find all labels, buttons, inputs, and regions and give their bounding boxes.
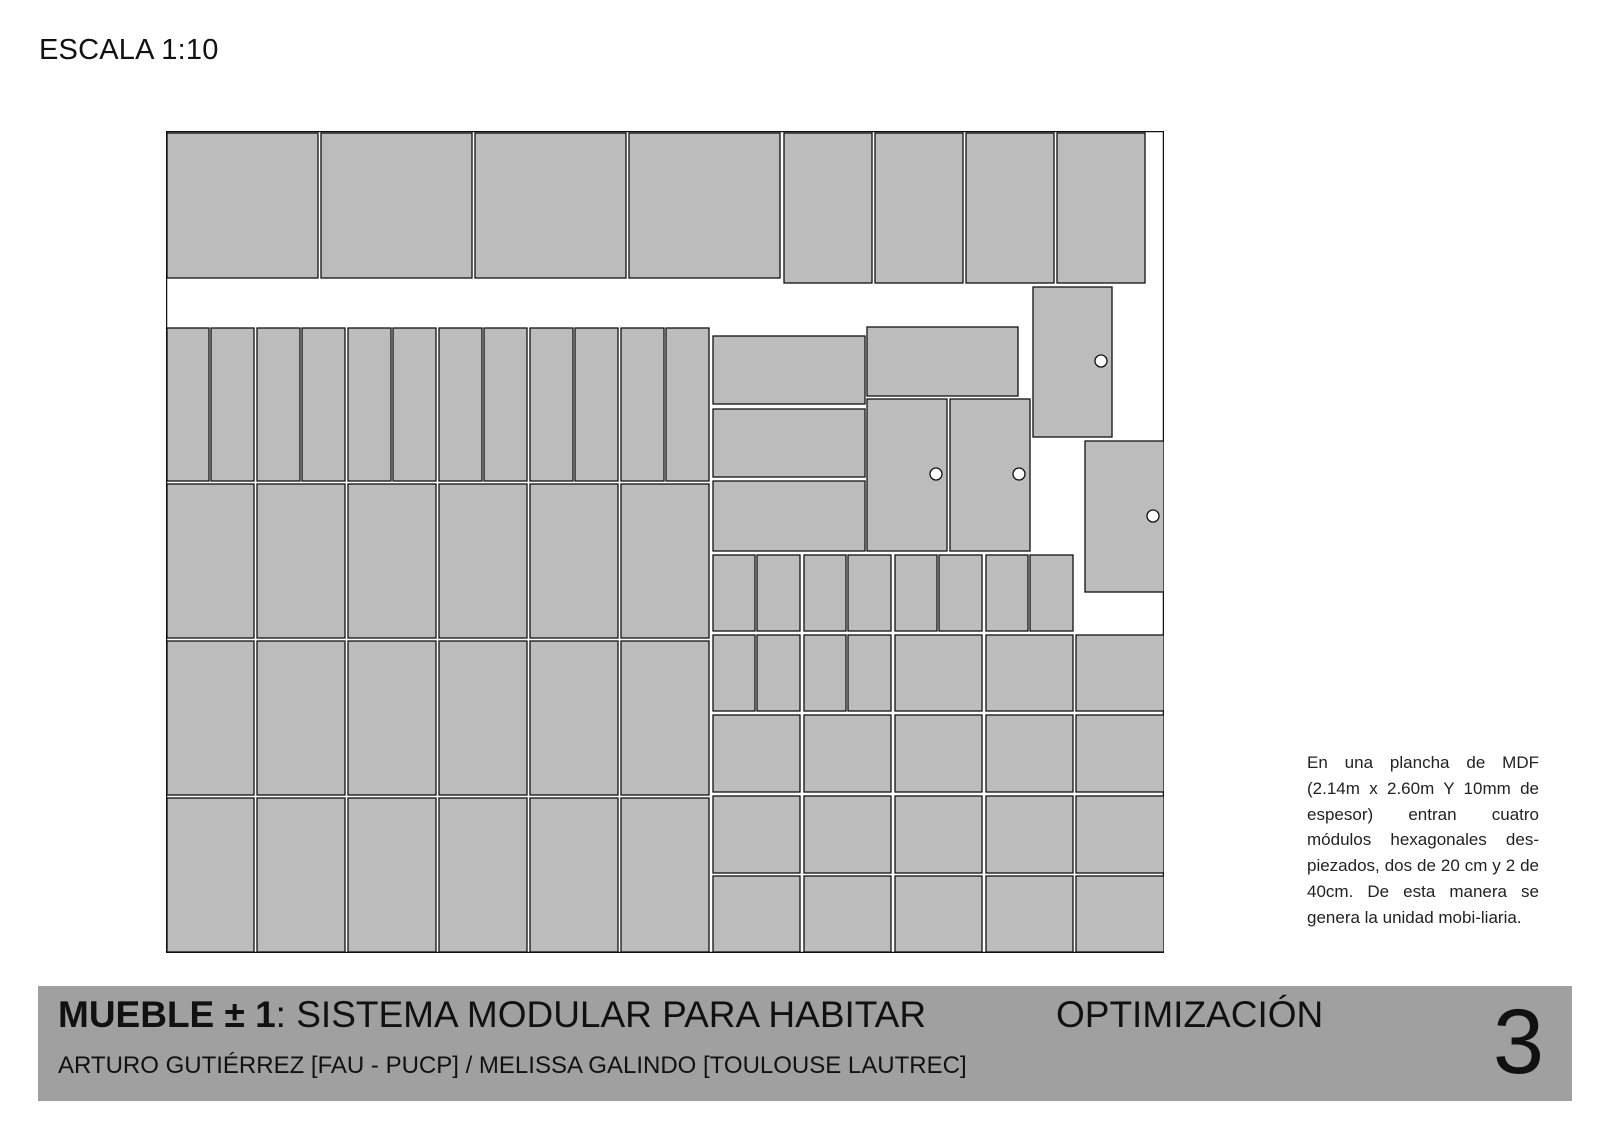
footer-bar — [38, 986, 1572, 1101]
mdf-piece — [713, 796, 800, 873]
mdf-piece — [848, 555, 891, 631]
mdf-piece — [621, 484, 709, 638]
mdf-piece — [321, 133, 472, 278]
mdf-piece — [1076, 715, 1164, 792]
mdf-piece — [575, 328, 618, 481]
mdf-piece — [804, 796, 891, 873]
mdf-piece — [875, 133, 963, 283]
mdf-piece — [713, 715, 800, 792]
mdf-piece — [621, 798, 709, 952]
mdf-piece — [167, 328, 209, 481]
mdf-piece — [895, 635, 982, 711]
mdf-piece — [986, 715, 1073, 792]
cutting-plan-diagram — [166, 131, 1164, 953]
mdf-piece — [666, 328, 709, 481]
mdf-piece — [348, 641, 436, 795]
mdf-piece — [986, 876, 1073, 952]
mdf-piece — [804, 876, 891, 952]
mdf-piece — [1076, 876, 1164, 952]
mdf-piece — [804, 555, 846, 631]
mdf-piece — [257, 328, 300, 481]
mdf-piece — [621, 328, 664, 481]
footer-title — [58, 994, 926, 1036]
mdf-piece — [439, 484, 527, 638]
mdf-piece — [257, 641, 345, 795]
mdf-piece — [1030, 555, 1073, 631]
handle-hole — [1095, 355, 1107, 367]
description-text: En una plancha de MDF (2.14m x 2.60m Y 10mm de espesor) entran cuatro módulos hexagonales des-piezados, dos de 20 cm y 2 de 40cm. De esta manera se genera la unidad mobi-liaria. — [1307, 753, 1539, 927]
mdf-piece — [986, 796, 1073, 873]
mdf-piece — [621, 641, 709, 795]
footer-title-bold: MUEBLE ± 1 — [58, 994, 276, 1035]
mdf-piece — [804, 715, 891, 792]
mdf-piece — [530, 484, 618, 638]
mdf-piece — [1076, 635, 1164, 711]
mdf-piece — [895, 715, 982, 792]
mdf-piece — [848, 635, 891, 711]
mdf-piece — [439, 328, 482, 481]
mdf-piece — [629, 133, 780, 278]
mdf-piece — [757, 555, 800, 631]
mdf-piece — [484, 328, 527, 481]
mdf-piece — [1057, 133, 1145, 283]
mdf-piece — [167, 641, 254, 795]
mdf-piece — [348, 328, 391, 481]
mdf-piece — [167, 484, 254, 638]
mdf-piece — [439, 798, 527, 952]
mdf-piece — [257, 484, 345, 638]
mdf-piece — [211, 328, 254, 481]
mdf-piece — [784, 133, 872, 283]
mdf-piece — [986, 635, 1073, 711]
mdf-piece — [1076, 796, 1164, 873]
mdf-piece — [713, 555, 755, 631]
scale-label: ESCALA 1:10 — [39, 34, 219, 66]
mdf-piece — [895, 876, 982, 952]
footer-title-rest: : SISTEMA MODULAR PARA HABITAR — [275, 994, 927, 1035]
mdf-piece — [713, 481, 865, 551]
mdf-piece — [895, 555, 937, 631]
mdf-piece — [257, 798, 345, 952]
mdf-piece — [895, 796, 982, 873]
handle-hole — [930, 468, 942, 480]
mdf-piece — [713, 336, 865, 404]
mdf-piece — [804, 635, 846, 711]
pieces-group — [167, 133, 1164, 952]
footer-section-title: OPTIMIZACIÓN — [1056, 994, 1324, 1035]
mdf-piece — [475, 133, 626, 278]
mdf-piece — [713, 876, 800, 952]
mdf-piece — [713, 635, 755, 711]
mdf-piece — [867, 327, 1018, 396]
mdf-sheet-layout — [166, 131, 1164, 953]
mdf-piece — [348, 798, 436, 952]
footer-authors: ARTURO GUTIÉRREZ [FAU - PUCP] / MELISSA GALINDO [TOULOUSE LAUTREC] — [58, 1052, 967, 1079]
handle-hole — [1147, 510, 1159, 522]
mdf-piece — [302, 328, 345, 481]
mdf-piece — [393, 328, 436, 481]
handle-hole — [1013, 468, 1025, 480]
page-number: 3 — [1492, 991, 1544, 1093]
mdf-piece — [348, 484, 436, 638]
mdf-piece — [167, 798, 254, 952]
mdf-piece — [939, 555, 982, 631]
mdf-piece — [167, 133, 318, 278]
mdf-piece — [757, 635, 800, 711]
mdf-piece — [713, 409, 865, 477]
mdf-piece — [966, 133, 1054, 283]
mdf-piece — [530, 328, 573, 481]
mdf-piece — [530, 641, 618, 795]
mdf-piece — [530, 798, 618, 952]
mdf-piece — [439, 641, 527, 795]
mdf-piece — [986, 555, 1028, 631]
